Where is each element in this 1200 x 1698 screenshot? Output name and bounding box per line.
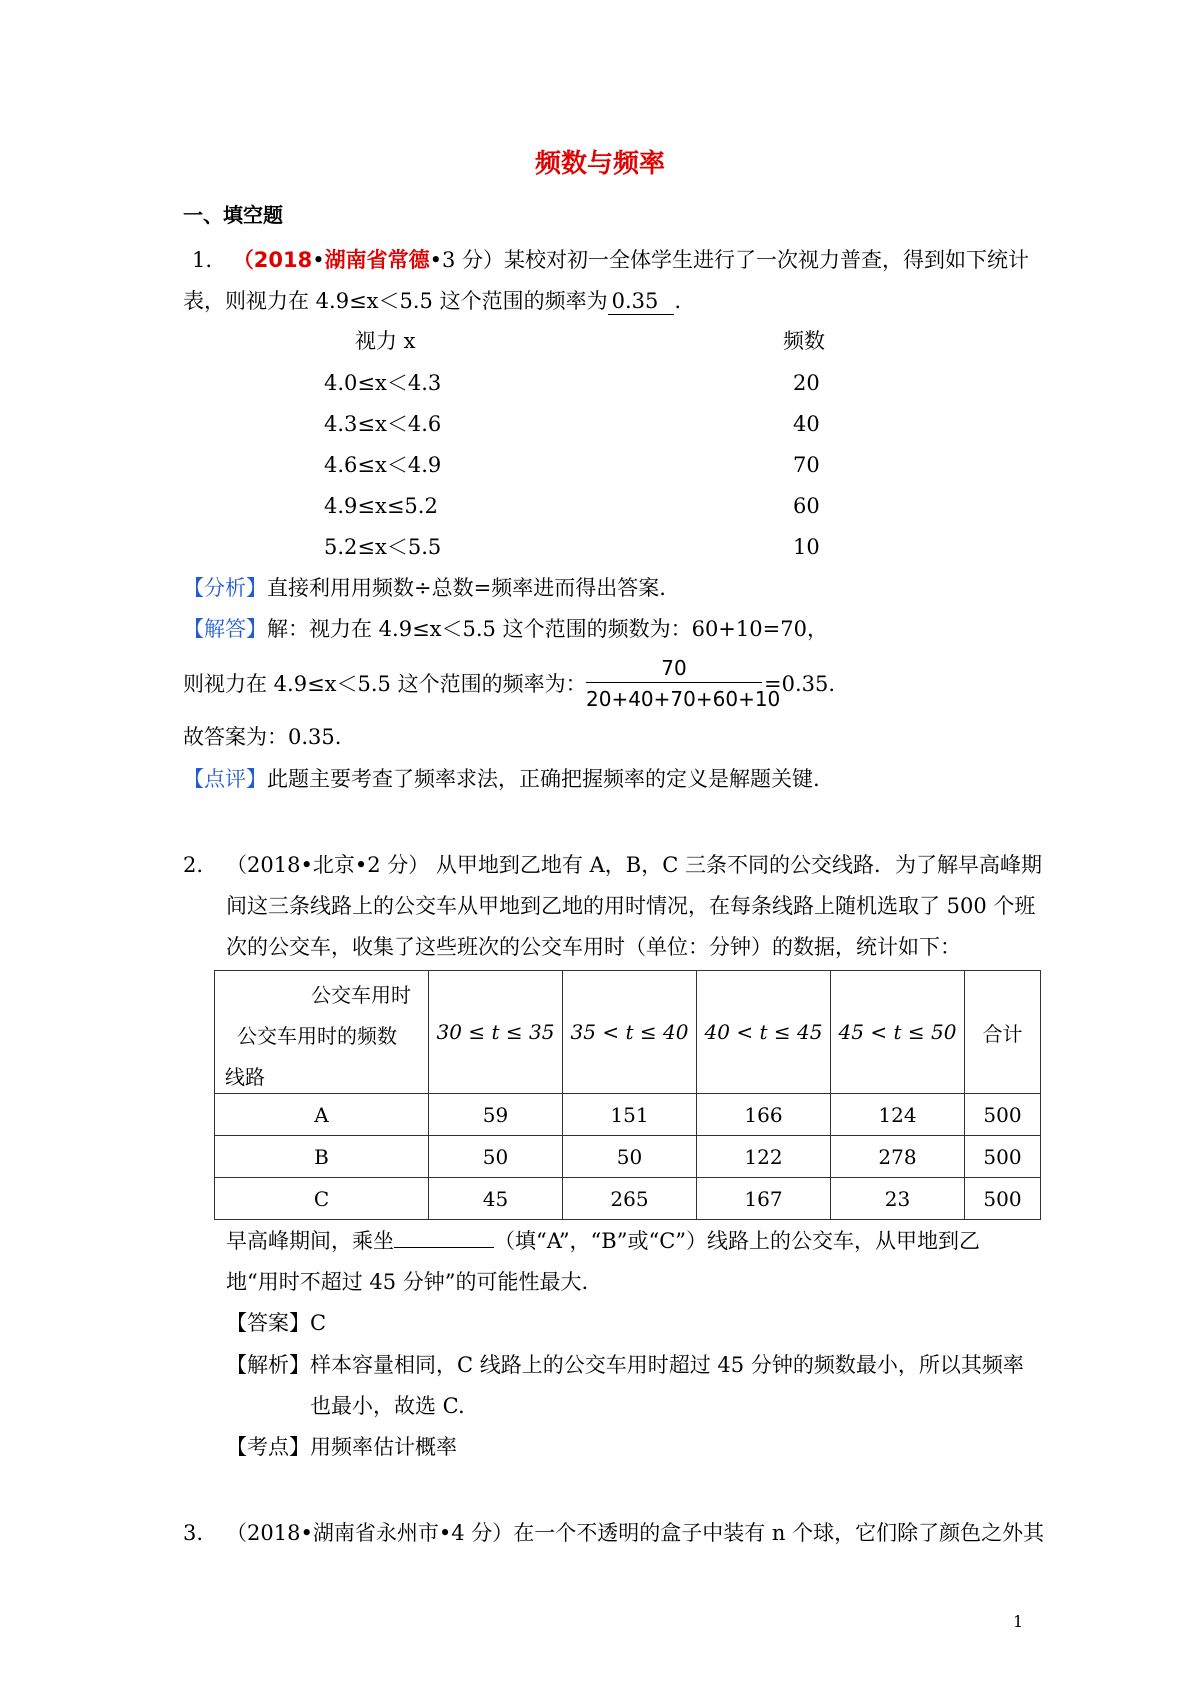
q2-corner-mid: 公交车用时的频数: [237, 1024, 397, 1048]
q2-table: [214, 970, 1041, 1220]
q2-table-row: [215, 1094, 1041, 1136]
q2-table-corner: [215, 971, 429, 1094]
q2-cell: 265: [563, 1178, 697, 1220]
q1-row-count: 40: [793, 412, 820, 436]
q1-row-range: 4.9≤x≤5.2: [324, 494, 438, 518]
q2-stem-line2: 间这三条线路上的公交车从甲地到乙地的用时情况，在每条线路上随机选取了 500 个班: [226, 894, 1036, 918]
q2-table-row: [215, 1178, 1041, 1220]
q1-row-range: 4.3≤x＜4.6: [324, 412, 442, 436]
q2-cell: 45: [429, 1178, 563, 1220]
q2-answer-tag: 【答案】: [226, 1311, 310, 1335]
q1-stem-text: 某校对初一全体学生进行了一次视力普查，得到如下统计: [504, 248, 1030, 272]
q2-cell: 122: [697, 1136, 831, 1178]
section-heading: 一、填空题: [183, 203, 283, 227]
q2-table-header-row: [215, 971, 1041, 1094]
q2-cell: 167: [697, 1178, 831, 1220]
q1-comment: 【点评】此题主要考查了频率求法，正确把握频率的定义是解题关键.: [183, 767, 820, 791]
q2-col-header: 40 < t ≤ 45: [697, 971, 831, 1094]
q1-row-count: 20: [793, 371, 820, 395]
q2-cell: 124: [831, 1094, 965, 1136]
q2-table-row: [215, 1136, 1041, 1178]
q2-corner-bottom: 线路: [225, 1065, 265, 1089]
q1-comment-tag: 【点评】: [183, 767, 267, 791]
q2-cell: 59: [429, 1094, 563, 1136]
q1-solution-tag: 【解答】: [183, 617, 267, 641]
q2-col-header: 30 ≤ t ≤ 35: [429, 971, 563, 1094]
q1-row-count: 60: [793, 494, 820, 518]
q2-col-header: 35 < t ≤ 40: [563, 971, 697, 1094]
q2-stem-line1: （2018•北京•2 分） 从甲地到乙地有 A，B，C 三条不同的公交线路．为了解早高峰期: [226, 853, 1042, 877]
q2-cell: 50: [563, 1136, 697, 1178]
q2-cell: 278: [831, 1136, 965, 1178]
q1-stem-line2: 表，则视力在 4.9≤x＜5.5 这个范围的频率为 0.35 .: [183, 289, 682, 313]
page-title: 频数与频率: [534, 149, 665, 179]
q1-source-region: 湖南省常德: [324, 248, 430, 272]
q1-row-range: 4.6≤x＜4.9: [324, 453, 442, 477]
q2-after-line2: 地“用时不超过 45 分钟”的可能性最大.: [226, 1270, 589, 1294]
q2-explain-tag: 【解析】: [226, 1353, 310, 1377]
q3-stem-line1: （2018•湖南省永州市•4 分）在一个不透明的盒子中装有 n 个球，它们除了颜色之外其: [226, 1521, 1045, 1545]
q1-row-range: 4.0≤x＜4.3: [324, 371, 442, 395]
q1-col-header-frequency: 频数: [783, 329, 825, 353]
page-number: 1: [1013, 1612, 1024, 1631]
q1-analysis: 【分析】直接利用用频数÷总数=频率进而得出答案.: [183, 576, 666, 600]
q1-answer: 0.35: [608, 291, 675, 315]
q1-fraction: [586, 656, 781, 711]
q1-row-count: 10: [793, 535, 820, 559]
q2-after-line1: 早高峰期间，乘坐 （填“A”，“B”或“C”）线路上的公交车，从甲地到乙: [226, 1229, 980, 1253]
q3-number: 3.: [183, 1521, 204, 1545]
q2-cell: 151: [563, 1094, 697, 1136]
q2-cell: 50: [429, 1136, 563, 1178]
q1-solution-line1: 【解答】解：视力在 4.9≤x＜5.5 这个范围的频数为：60+10=70，: [183, 617, 828, 641]
q2-answer-blank: [394, 1247, 494, 1248]
q2-row-line: A: [215, 1094, 429, 1136]
q2-cell: 166: [697, 1094, 831, 1136]
q2-row-line: B: [215, 1136, 429, 1178]
q2-explain-line2: 也最小，故选 C.: [310, 1394, 465, 1418]
q2-col-header-total: 合计: [965, 971, 1041, 1094]
q2-explain-line1: 【解析】样本容量相同，C 线路上的公交车用时超过 45 分钟的频数最小，所以其频率: [226, 1353, 1024, 1377]
q2-cell-total: 500: [965, 1136, 1041, 1178]
q1-row-range: 5.2≤x＜5.5: [324, 535, 442, 559]
q1-source-year: 2018: [253, 248, 313, 272]
q1-row-count: 70: [793, 453, 820, 477]
q2-answer: 【答案】C: [226, 1311, 327, 1335]
q2-row-line: C: [215, 1178, 429, 1220]
q1-number: 1.: [192, 248, 213, 272]
q1-fraction-numerator: 70: [586, 656, 762, 683]
q1-solution-line2: 则视力在 4.9≤x＜5.5 这个范围的频率为：: [183, 672, 587, 696]
q2-cell-total: 500: [965, 1178, 1041, 1220]
q2-point-tag: 【考点】: [226, 1435, 310, 1459]
q1-col-header-vision: 视力 x: [355, 329, 416, 353]
q1-solution-line3: 故答案为：0.35.: [183, 725, 342, 749]
q1-stem-line1: [192, 250, 1029, 271]
q1-source: （2018•湖南省常德•3 分）: [232, 248, 505, 272]
q2-cell-total: 500: [965, 1094, 1041, 1136]
q2-corner-top: 公交车用时: [311, 983, 411, 1007]
q1-fraction-denominator: 20+40+70+60+10: [586, 687, 781, 711]
q2-col-header: 45 < t ≤ 50: [831, 971, 965, 1094]
q2-stem-line3: 次的公交车，收集了这些班次的公交车用时（单位：分钟）的数据，统计如下：: [226, 935, 961, 959]
q2-number: 2.: [183, 853, 204, 877]
q2-point: 【考点】用频率估计概率: [226, 1435, 457, 1459]
q1-solution-result: =0.35.: [764, 672, 836, 696]
q2-cell: 23: [831, 1178, 965, 1220]
q1-analysis-tag: 【分析】: [183, 576, 267, 600]
